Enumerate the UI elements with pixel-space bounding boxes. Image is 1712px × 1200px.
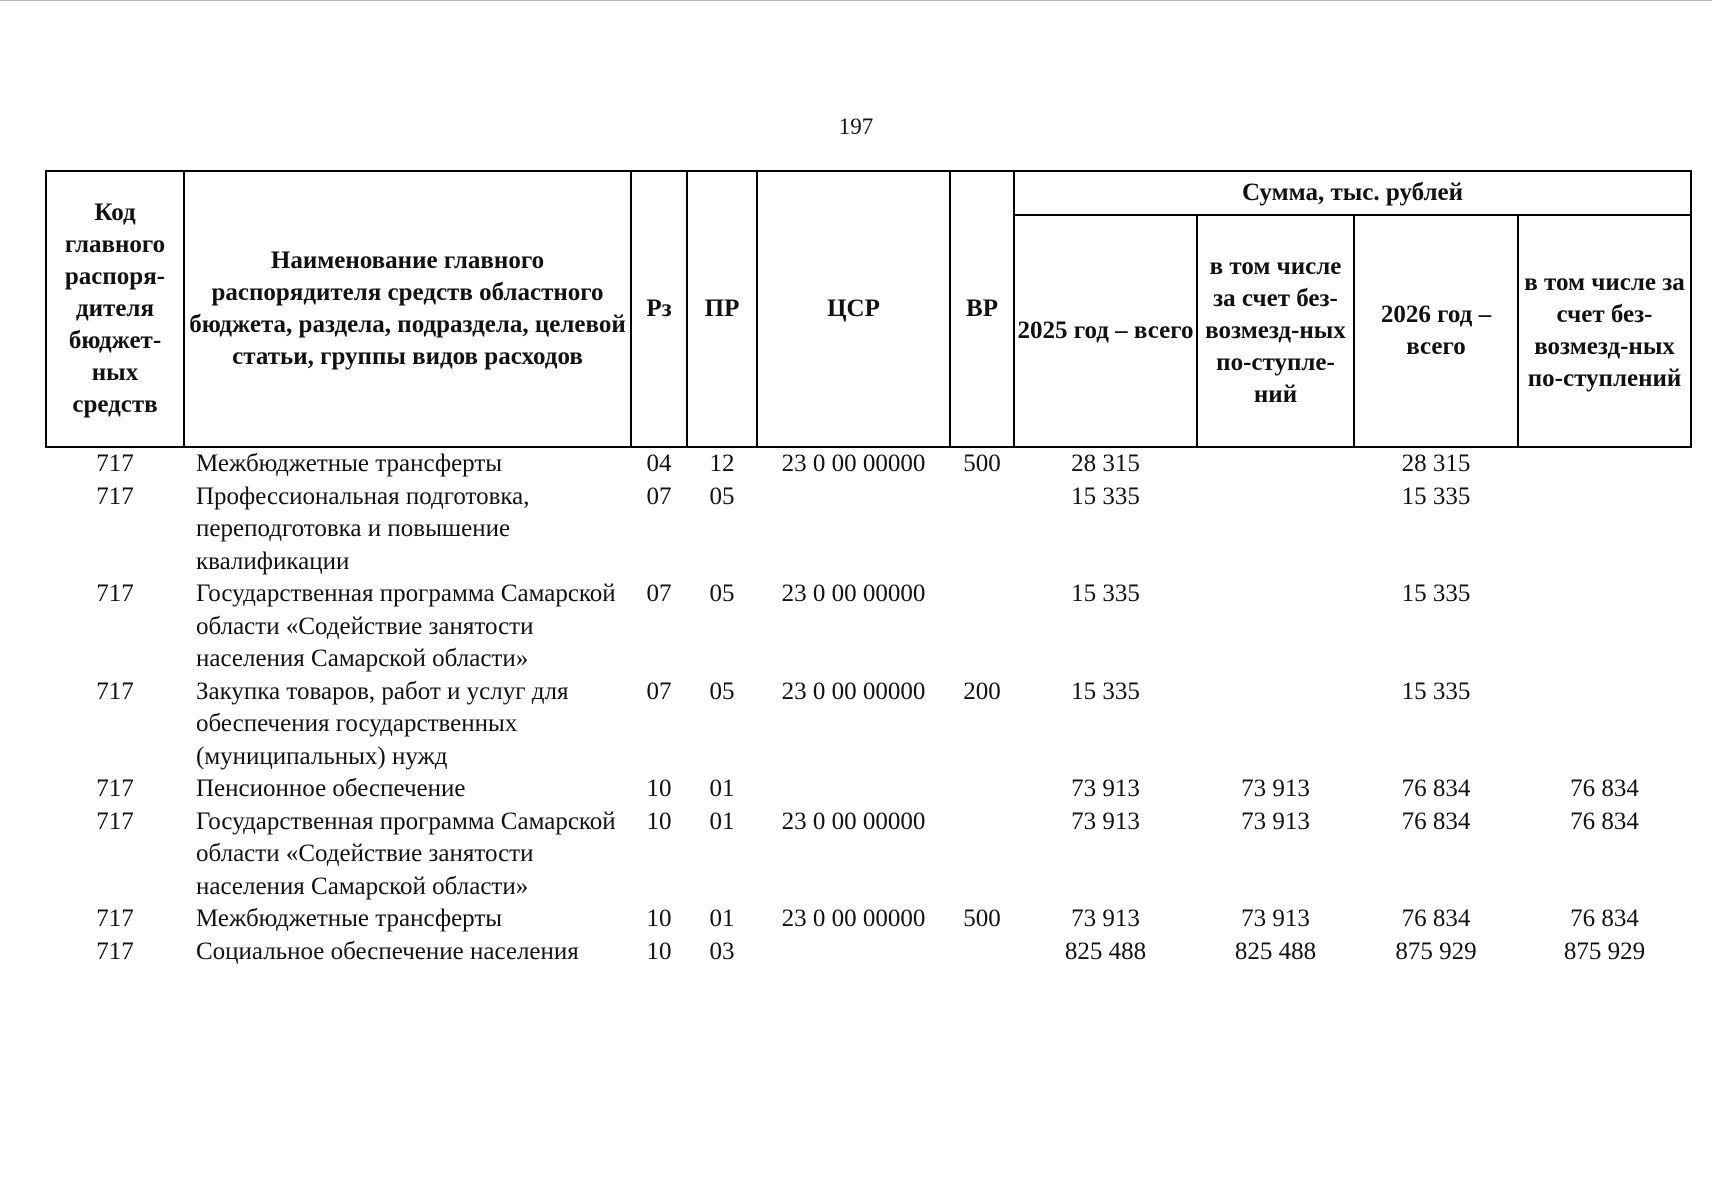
cell-name: Межбюджетные трансферты (196, 905, 503, 932)
cell-2025-total: 15 335 (1071, 580, 1140, 607)
table-row (46, 447, 1691, 481)
cell-name: Профессиональная подготовка, переподготовка и повышение квалификации (196, 482, 530, 575)
cell-2025-total: 73 913 (1071, 807, 1140, 835)
cell-2026-gratis: 875 929 (1563, 937, 1646, 965)
cell-2025-gratis: 73 913 (1241, 807, 1310, 835)
cell-name: Закупка товаров, работ и услуг для обеспечения государственных (муниципальных) нужд (196, 677, 569, 770)
cell-pr: 05 (709, 482, 735, 510)
cell-rz: 10 (646, 905, 672, 932)
cell-rz: 07 (646, 580, 672, 607)
scan-edge (0, 0, 1712, 1)
cell-vr: 500 (963, 450, 1001, 477)
cell-pr: 05 (709, 677, 735, 705)
cell-rz: 04 (646, 450, 672, 477)
cell-2026-gratis (1518, 481, 1691, 579)
header-2026-total: 2026 год – всего (1354, 215, 1518, 447)
cell-2025-total: 28 315 (1071, 450, 1140, 477)
table-row (46, 773, 1691, 806)
cell-2026-total: 76 834 (1401, 807, 1471, 835)
cell-vr (950, 773, 1014, 806)
cell-name: Государственная программа Самарской области «Содействие занятости населения Самарской области» (196, 807, 616, 900)
cell-2025-gratis (1197, 578, 1354, 676)
header-2025-total: 2025 год – всего (1014, 215, 1197, 447)
cell-2026-total: 76 834 (1401, 775, 1471, 802)
cell-csr: 23 0 00 00000 (781, 580, 926, 607)
cell-rz: 10 (646, 937, 672, 965)
cell-2026-gratis (1518, 578, 1691, 676)
cell-2025-total: 73 913 (1071, 905, 1140, 932)
budget-table (45, 170, 1692, 968)
cell-vr (950, 481, 1014, 579)
header-csr: ЦСР (757, 171, 950, 447)
cell-2025-gratis: 825 488 (1234, 937, 1317, 965)
header-rz: Рз (631, 171, 687, 447)
cell-code: 717 (96, 807, 134, 835)
cell-2026-total: 15 335 (1401, 677, 1471, 705)
header-pr: ПР (687, 171, 757, 447)
cell-2026-total: 875 929 (1395, 937, 1477, 965)
cell-name: Социальное обеспечение населения (196, 937, 579, 965)
cell-vr (950, 578, 1014, 676)
cell-2025-total: 15 335 (1071, 677, 1140, 705)
header-code: Код главного распоря-дителя бюджет-ных средств (46, 171, 184, 447)
header-name: Наименование главного распорядителя средств областного бюджета, раздела, подраздела, целевой статьи, группы видов расходов (184, 171, 631, 447)
table-header (46, 171, 1691, 447)
page-number: 197 (838, 114, 874, 139)
cell-2025-total: 73 913 (1071, 775, 1140, 802)
cell-name: Межбюджетные трансферты (196, 450, 503, 477)
cell-csr (757, 773, 950, 806)
cell-name: Государственная программа Самарской области «Содействие занятости населения Самарской области» (196, 580, 616, 672)
cell-vr (950, 806, 1014, 904)
table-row (46, 481, 1691, 579)
cell-rz: 07 (646, 677, 672, 705)
table-row (46, 936, 1691, 969)
cell-csr: 23 0 00 00000 (781, 450, 926, 477)
cell-code: 717 (96, 580, 134, 607)
cell-vr (950, 936, 1014, 969)
cell-vr: 500 (963, 905, 1001, 932)
table-body (46, 447, 1691, 968)
table-row (46, 806, 1691, 904)
header-2025-gratis: в том числе за счет без-возмезд-ных по-ступле-ний (1197, 215, 1354, 447)
cell-rz: 10 (646, 807, 672, 835)
cell-2026-total: 15 335 (1401, 482, 1471, 510)
cell-2026-gratis: 76 834 (1570, 775, 1639, 802)
cell-2026-gratis: 76 834 (1570, 807, 1639, 835)
cell-code: 717 (96, 450, 134, 477)
table-row (46, 903, 1691, 936)
cell-2026-total: 76 834 (1401, 905, 1471, 932)
cell-2025-total: 825 488 (1064, 937, 1147, 965)
cell-code: 717 (96, 775, 134, 802)
header-2026-gratis: в том числе за счет без-возмезд-ных по-ступлений (1518, 215, 1691, 447)
cell-2026-total: 15 335 (1401, 580, 1471, 607)
cell-2025-total: 15 335 (1071, 482, 1140, 510)
cell-csr: 23 0 00 00000 (781, 807, 926, 835)
cell-code: 717 (96, 677, 134, 705)
cell-pr: 01 (709, 905, 735, 932)
cell-pr: 01 (709, 775, 735, 802)
cell-rz: 07 (646, 482, 672, 510)
cell-2025-gratis (1197, 481, 1354, 579)
table-row (46, 676, 1691, 774)
cell-csr (757, 936, 950, 969)
cell-name: Пенсионное обеспечение (196, 775, 466, 802)
cell-pr: 03 (709, 937, 735, 965)
cell-2025-gratis (1197, 676, 1354, 774)
cell-2026-gratis (1518, 676, 1691, 774)
header-vr: ВР (950, 171, 1014, 447)
cell-2026-gratis (1518, 447, 1691, 481)
cell-2025-gratis (1197, 447, 1354, 481)
cell-2025-gratis: 73 913 (1241, 905, 1310, 932)
cell-code: 717 (96, 905, 134, 932)
cell-rz: 10 (646, 775, 672, 802)
table-row (46, 578, 1691, 676)
cell-pr: 01 (709, 807, 735, 835)
cell-vr: 200 (963, 677, 1001, 705)
cell-csr (757, 481, 950, 579)
cell-code: 717 (96, 482, 134, 510)
cell-pr: 05 (709, 580, 735, 607)
cell-2026-total: 28 315 (1401, 450, 1471, 477)
cell-pr: 12 (709, 450, 735, 477)
header-sum: Сумма, тыс. рублей (1014, 171, 1691, 215)
cell-code: 717 (96, 937, 134, 965)
cell-2025-gratis: 73 913 (1241, 775, 1310, 802)
cell-csr: 23 0 00 00000 (781, 905, 926, 932)
cell-csr: 23 0 00 00000 (781, 677, 926, 705)
cell-2026-gratis: 76 834 (1570, 905, 1639, 932)
